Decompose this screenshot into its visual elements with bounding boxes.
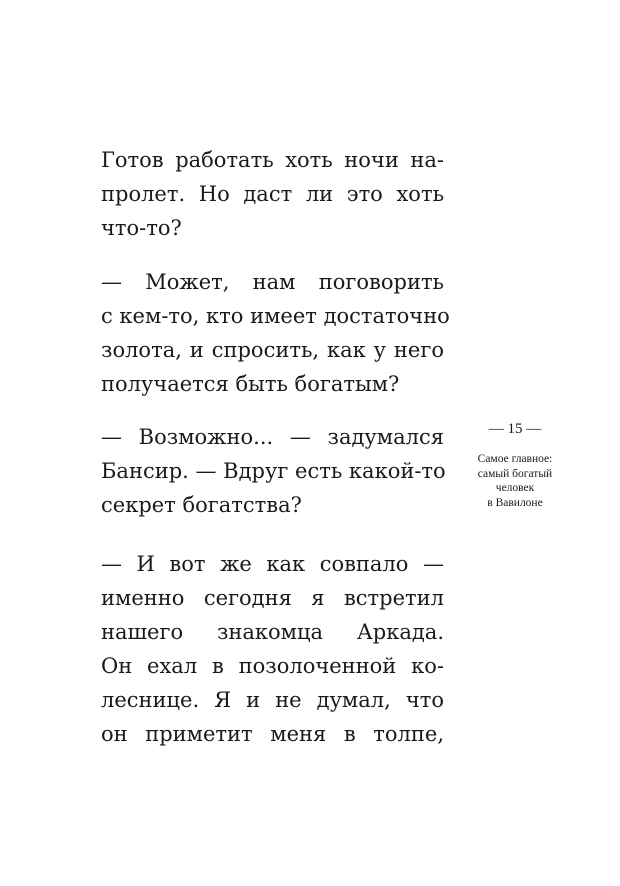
text-line: пролет. Но даст ли это хоть	[101, 182, 444, 206]
running-chapter-title	[466, 452, 564, 510]
text-line: Бансир. — Вдруг есть какой-то	[101, 459, 446, 483]
text-line: именно сегодня я встретил	[101, 586, 444, 610]
text-line: — Возможно... — задумался	[101, 425, 444, 449]
chapter-title-line: самый богатый	[477, 467, 553, 480]
page-number: — 15 —	[488, 421, 542, 437]
chapter-title-line: в Вавилоне	[487, 496, 543, 509]
chapter-title-line: человек	[495, 482, 535, 494]
text-line: получается быть богатым?	[101, 372, 400, 396]
text-line: Готов работать хоть ночи на-	[101, 148, 444, 172]
paragraph-2	[101, 265, 450, 401]
paragraph-1	[101, 143, 444, 245]
chapter-title-line: Самое главное:	[477, 453, 553, 465]
text-line: Он ехал в позолоченной ко-	[101, 654, 444, 678]
text-line: золота, и спросить, как у него	[101, 338, 444, 362]
paragraph-3	[101, 420, 444, 522]
text-line: он приметит меня в толпе,	[101, 722, 444, 746]
text-line: — Может, нам поговорить	[101, 270, 444, 294]
text-line: леснице. Я и не думал, что	[101, 688, 444, 712]
text-line: что-то?	[101, 216, 182, 240]
text-line: с кем-то, кто имеет достаточно	[101, 304, 450, 328]
text-line: — И вот же как совпало —	[101, 552, 444, 576]
text-line: нашего знакомца Аркада.	[101, 620, 444, 644]
text-line: секрет богатства?	[101, 493, 302, 517]
paragraph-4	[101, 547, 444, 751]
